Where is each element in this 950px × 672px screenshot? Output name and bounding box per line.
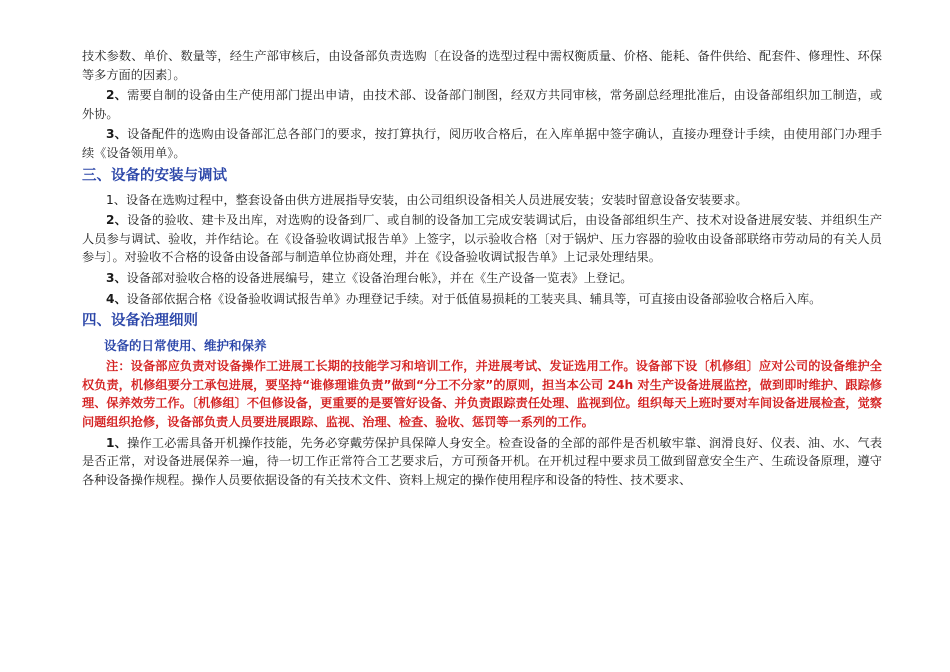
item-number: 2、 — [106, 88, 128, 103]
section4-subheading: 设备的日常使用、维护和保养 — [104, 338, 267, 354]
item-number: 3、 — [106, 127, 128, 142]
section2-item-3 — [82, 125, 882, 162]
section3-item-3 — [82, 269, 882, 288]
section3-heading: 三、设备的安装与调试 — [82, 167, 227, 184]
section3-item-4 — [82, 290, 882, 309]
section4-item-1 — [82, 434, 882, 490]
item-text: 设备部对验收合格的设备进展编号，建立《设备治理台帐》，并在《生产设备一览表》上登记。 — [126, 270, 633, 285]
item-text: 设备配件的选购由设备部汇总各部门的要求，按打算执行，阅历收合格后，在入库单据中签字确认，直接办理登计手续，由使用部门办理手续《设备领用单》。 — [82, 127, 883, 160]
section3-item-1 — [82, 191, 882, 210]
item-text: 设备的验收、建卡及出库，对选购的设备到厂、或自制的设备加工完成安装调试后，由设备部组织生产、技术对设备进展安装、并组织生产人员参与调试、验收，并作结论。在《设备验收调试报告单》上签字，以示验收合格〔对于锅炉、压力容器的验收由设备部联络市劳动局的有关人员参与〕。对验收不合格的设备由设备部与制造单位协商处理，并在《设备验收调试报告单》上记录处理结果。 — [82, 213, 883, 265]
item-number: 1、 — [106, 192, 126, 207]
section4-note-paragraph: 注：设备部应负责对设备操作工进展工长期的技能学习和培训工作，并进展考试、发证选用工作。设备部下设〔机修组〕应对公司的设备维护全权负责，机修组要分工承包进展，要坚持“谁修理谁负责”做到“分工不分家”的原则，担当本公司 24h 对生产设备进展监控，做到即时维护、跟踪修理、保养效劳工作。〔机修组〕不但修设备，更重要的是要管好设备、并负责跟踪责任处理、监视到位。组织每天上班时要对车间设备进展检查，觉察问题组织抢修，设备部负责人员要进展跟踪、监视、治理、检查、验收、惩罚等一系列的工作。 — [82, 359, 882, 429]
section4-heading: 四、设备治理细则 — [82, 313, 198, 330]
section2-item-2 — [82, 86, 882, 123]
item-text: 操作工必需具备开机操作技能，先务必穿戴劳保护具保障人身安全。检查设备的全部的部件是否机敏牢靠、润滑良好、仪表、油、水、气表是否正常，对设备进展保养一遍，待一切工作正常符合工艺要求后，方可预备开机。在开机过程中要求员工做到留意安全生产、生疏设备原理，遵守各种设备操作规程。操作人员要依据设备的有关技术文件、资料上规定的操作使用程序和设备的特性、技术要求、 — [82, 435, 883, 487]
item-text: 设备在选购过程中，整套设备由供方进展指导安装，由公司组织设备相关人员进展安装；安装时留意设备安装要求。 — [125, 192, 748, 207]
item-number: 4、 — [106, 291, 127, 306]
item-number: 2、 — [106, 213, 128, 228]
item-text: 需要自制的设备由生产使用部门提出申请，由技术部、设备部门制图，经双方共同审核，常务副总经理批准后，由设备部组织加工制造，或外协。 — [82, 88, 883, 121]
section3-item-2 — [82, 211, 882, 267]
item-number: 1、 — [106, 435, 128, 450]
item-text: 设备部依据合格《设备验收调试报告单》办理登记手续。对于低值易损耗的工装夹具、辅具等，可直接由设备部验收合格后入库。 — [126, 291, 822, 306]
item-number: 3、 — [106, 270, 127, 285]
section2-continued-paragraph: 技术参数、单价、数量等，经生产部审核后，由设备部负责选购〔在设备的选型过程中需权衡质量、价格、能耗、备件供给、配套件、修理性、环保等多方面的因素〕。 — [82, 49, 882, 82]
